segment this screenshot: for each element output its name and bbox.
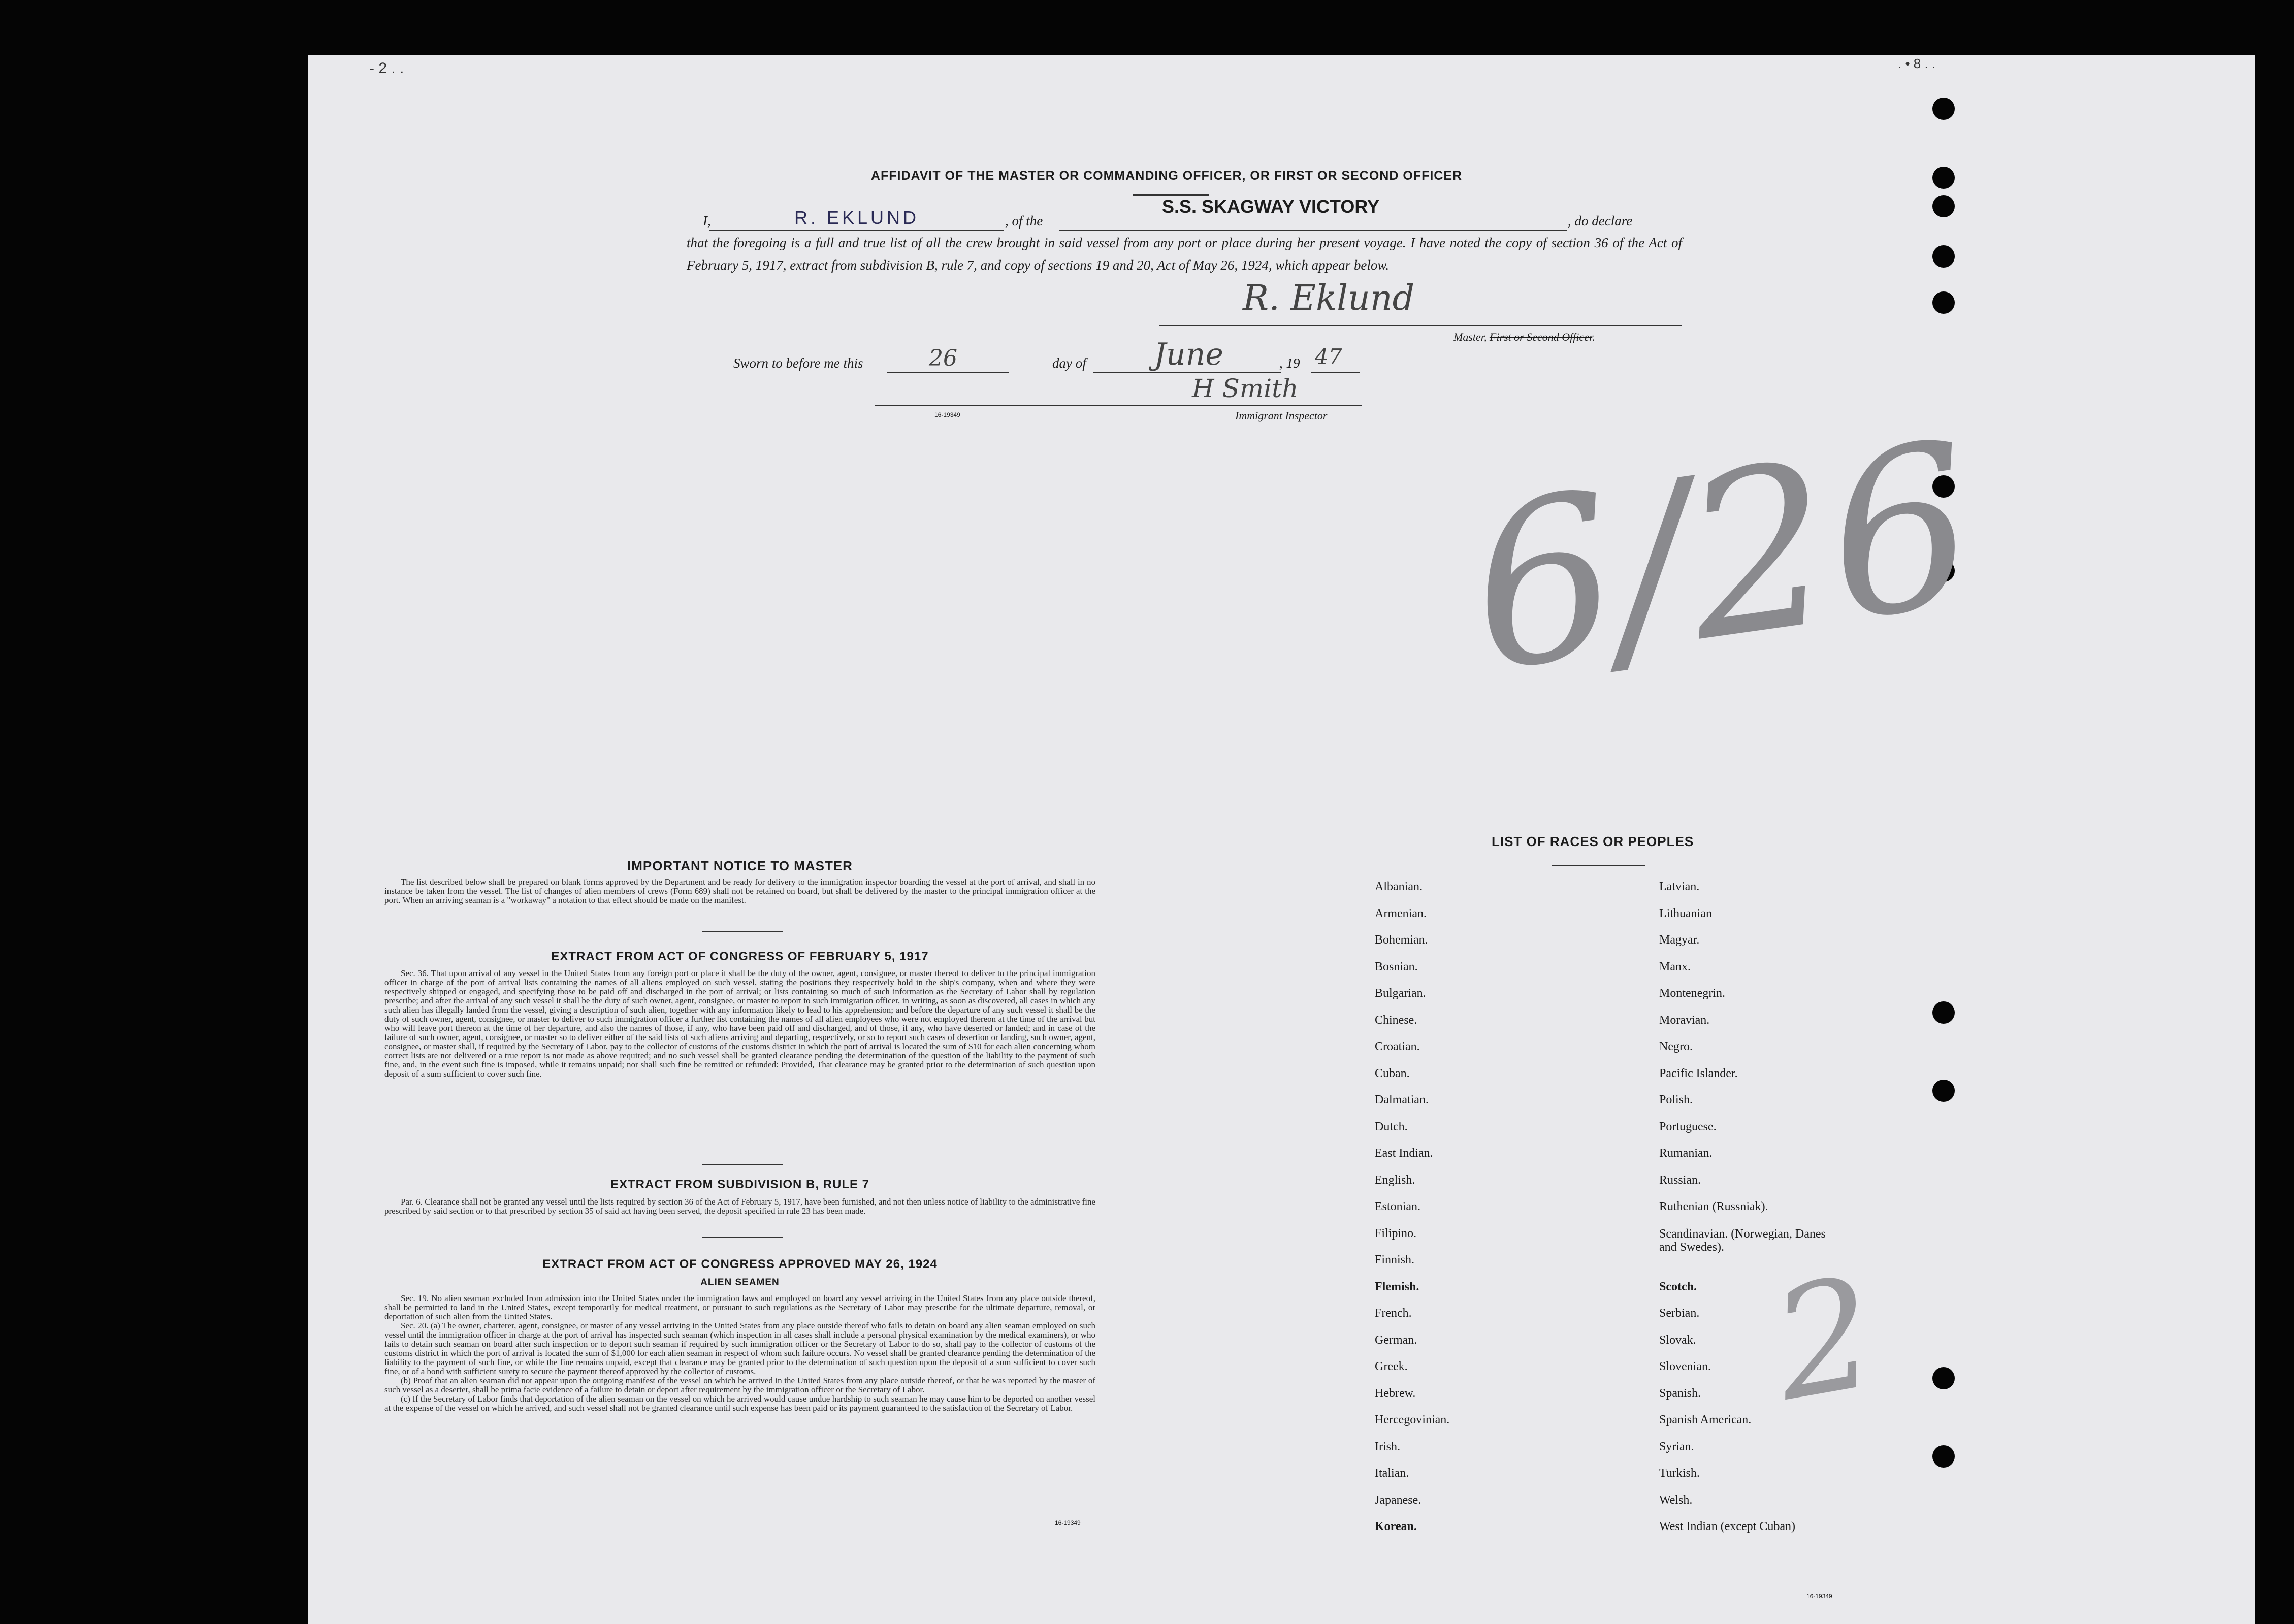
form-number: 16-19349 (1806, 1593, 1832, 1600)
do-declare: , do declare (1568, 213, 1633, 229)
declarant-line (709, 230, 1004, 231)
race-item: Cuban. (1375, 1066, 1410, 1080)
vessel-name: S.S. SKAGWAY VICTORY (1161, 196, 1380, 217)
races-title: LIST OF RACES OR PEOPLES (1492, 834, 1694, 849)
extract-1924-body (384, 1294, 1095, 1413)
race-item: French. (1375, 1307, 1412, 1320)
race-item: Russian. (1659, 1173, 1701, 1187)
notice-paragraph: The list described below shall be prepared on blank forms approved by the Department and be ready for delivery to the immigration inspector boarding the vessel at the port of arrival, and shall in no instance be taken from the vessel. The list of changes of alien members of crews (Form 689) shall not be retained on board, but shall be delivered by the master to the principal immigration officer at the port. When an arriving seaman is a "workaway" a notation to that effect should be made on the manifest. (384, 877, 1095, 905)
sworn-label: Sworn to before me this (733, 355, 863, 371)
extract-1924-paragraph: Sec. 19. No alien seaman excluded from admission into the United States under the immigration laws and employed on board any vessel arriving in the United States from any place outside thereof, shall be permitted to land in the United States, except temporarily for medical treatment, or pursuant to such regulations as the Secretary of Labor may prescribe for the ultimate departure, removal, or deportation of such alien from the United States. (384, 1293, 1095, 1321)
punch-hole (1932, 1001, 1955, 1024)
sworn-month: June (1154, 337, 1223, 372)
margin-mark-right: . • 8 . . (1898, 56, 1936, 71)
year-prefix: , 19 (1279, 355, 1300, 371)
extract-1924-subtitle: ALIEN SEAMEN (700, 1277, 780, 1288)
punch-hole (1932, 291, 1955, 314)
extract-rule7-paragraph: Par. 6. Clearance shall not be granted any vessel until the lists required by section 36 of the Act of February 5, 1917, have been furnished, and not then unless notice of liability to the administrative fine prescribed by said section or to that prescribed by section 35 of said act having been served, the deposit specified in rule 23 has been made. (384, 1197, 1095, 1216)
divider (702, 1237, 783, 1238)
race-item: Montenegrin. (1659, 987, 1725, 1000)
extract-rule7-title: EXTRACT FROM SUBDIVISION B, RULE 7 (610, 1178, 870, 1191)
notice-title: IMPORTANT NOTICE TO MASTER (627, 858, 853, 873)
year-suffix: 47 (1315, 344, 1342, 369)
race-item: Polish. (1659, 1093, 1693, 1107)
race-item: Bulgarian. (1375, 987, 1426, 1000)
race-item: Slovenian. (1659, 1360, 1711, 1373)
inspector-signature: H Smith (1192, 374, 1299, 403)
race-item: Pacific Islander. (1659, 1066, 1738, 1080)
handwritten-page-note: 2 (1761, 1244, 1888, 1435)
inspector-caption: Immigrant Inspector (1235, 409, 1328, 422)
races-column-1 (1375, 873, 1449, 1540)
declarant-name: R. EKLUND (794, 207, 920, 228)
race-item: Syrian. (1659, 1440, 1694, 1453)
race-item: Dalmatian. (1375, 1093, 1429, 1107)
signature-caption-prefix: Master, (1453, 331, 1487, 343)
race-item: Hebrew. (1375, 1386, 1416, 1400)
extract-1924-paragraph: Sec. 20. (a) The owner, charterer, agent, consignee, or master of any vessel arriving in the United States from any place outside thereof who fails to detain on board any alien seaman employed on such vessel until the immigration officer in charge at the port of arrival has inspected such seaman (which inspection in all cases shall include a personal physical examination by the medical examiners), or who fails to detain such seaman on board after such inspection or to deport such seaman if required by such immigration officer or the Secretary of Labor to do so, shall pay to the collector of customs of the customs district in which the port of arrival is located the sum of $1,000 for each alien seaman in respect of whom such failure occurs. No vessel shall be granted clearance pending the determination of the liability to the payment of such fine, or while the fine remains unpaid, except that clearance may be granted prior to the determination of such question upon the deposit of a sum sufficient to cover such fine, or of a bond with sufficient surety to secure the payment thereof approved by the collector of customs. (384, 1321, 1095, 1376)
divider (1552, 865, 1645, 866)
year-line (1311, 372, 1360, 373)
extract-rule7-body (384, 1197, 1095, 1216)
signature-line (1159, 325, 1682, 326)
extract-1924-title: EXTRACT FROM ACT OF CONGRESS APPROVED MAY 26, 1924 (542, 1257, 938, 1271)
punch-hole (1932, 195, 1955, 217)
master-signature: R. Eklund (1243, 278, 1415, 318)
race-item: Latvian. (1659, 880, 1700, 893)
race-item: Bohemian. (1375, 933, 1428, 947)
sworn-day: 26 (929, 345, 957, 371)
race-item: Turkish. (1659, 1467, 1700, 1480)
race-item: Irish. (1375, 1440, 1400, 1453)
margin-mark-left: - 2 . . (369, 60, 404, 77)
sworn-day-line (887, 372, 1009, 373)
race-item: Finnish. (1375, 1253, 1415, 1266)
race-item: Negro. (1659, 1040, 1693, 1053)
race-item: Dutch. (1375, 1120, 1408, 1133)
form-number: 16-19349 (1055, 1519, 1081, 1526)
divider (1133, 194, 1209, 196)
form-number: 16-19349 (934, 411, 960, 418)
day-of-label: day of (1052, 355, 1086, 371)
race-item: Scotch. (1659, 1280, 1697, 1293)
race-item: Bosnian. (1375, 960, 1418, 973)
of-the: , of the (1005, 213, 1043, 229)
race-item: Scandinavian. (Norwegian, Danes and Swedes). (1659, 1227, 1826, 1254)
race-item: Flemish. (1375, 1280, 1419, 1293)
race-item: Greek. (1375, 1360, 1408, 1373)
race-item: Serbian. (1659, 1307, 1700, 1320)
punch-hole (1932, 167, 1955, 189)
signature-caption-suffix: . (1592, 331, 1595, 343)
extract-1924-paragraph: (c) If the Secretary of Labor finds that deportation of the alien seaman on the vessel on which he arrived would cause undue hardship to such seaman he may cause him to be deported on another vessel at the expense of the vessel on which he arrived, and such vessel shall not be granted clearance until such expense has been paid or its payment guaranteed to the satisfaction of the Secretary of Labor. (384, 1394, 1095, 1413)
race-item: English. (1375, 1173, 1415, 1187)
race-item: Lithuanian (1659, 906, 1712, 920)
race-item: Armenian. (1375, 906, 1427, 920)
race-item: Manx. (1659, 960, 1691, 973)
notice-body (384, 878, 1095, 905)
document-page (308, 55, 2255, 1624)
handwritten-date-note: 6/26 (1456, 394, 1989, 722)
race-item: East Indian. (1375, 1147, 1433, 1160)
race-item: Albanian. (1375, 880, 1423, 893)
race-item: German. (1375, 1333, 1417, 1347)
race-item: Magyar. (1659, 933, 1700, 947)
races-column-2 (1659, 873, 1842, 1540)
affidavit-title: AFFIDAVIT OF THE MASTER OR COMMANDING OFFICER, OR FIRST OR SECOND OFFICER (870, 169, 1463, 183)
race-item: Filipino. (1375, 1226, 1417, 1240)
vessel-line (1059, 230, 1567, 231)
race-item: Moravian. (1659, 1013, 1710, 1027)
extract-1924-paragraph: (b) Proof that an alien seaman did not appear upon the outgoing manifest of the vessel on which he arrived in the United States from any place outside thereof, or that he was reported by the master of such vessel as a deserter, shall be prima facie evidence of a failure to detain or deport after requirement by the immigration officer or the Secretary of Labor. (384, 1376, 1095, 1394)
signature-caption (1453, 331, 1595, 344)
race-item: Ruthenian (Russniak). (1659, 1200, 1768, 1213)
race-item: Slovak. (1659, 1333, 1696, 1347)
punch-hole (1932, 1367, 1955, 1389)
affidavit-statement: that the foregoing is a full and true list of all the crew brought in said vessel from any port or place during her present voyage. I have noted the copy of section 36 of the Act of February 5, 1917, extract from subdivision B, rule 7, and copy of sections 19 and 20, Act of May 26, 1924, which appear below. (687, 235, 1682, 273)
punch-hole (1932, 98, 1955, 120)
punch-hole (1932, 245, 1955, 268)
race-item: Welsh. (1659, 1493, 1693, 1507)
affidavit-i: I, (703, 213, 711, 229)
race-item: Croatian. (1375, 1040, 1420, 1053)
race-item: West Indian (except Cuban) (1659, 1520, 1795, 1533)
race-item: Italian. (1375, 1467, 1409, 1480)
race-item: Korean. (1375, 1520, 1417, 1533)
signature-caption-struck: First or Second Officer (1489, 331, 1593, 343)
race-item: Hercegovinian. (1375, 1413, 1450, 1426)
extract-1917-body (384, 969, 1095, 1079)
race-item: Japanese. (1375, 1493, 1421, 1507)
race-item: Spanish American. (1659, 1413, 1752, 1426)
extract-1917-title: EXTRACT FROM ACT OF CONGRESS OF FEBRUARY 5, 1917 (551, 950, 929, 963)
race-item: Chinese. (1375, 1013, 1417, 1027)
punch-hole (1932, 1445, 1955, 1468)
race-item: Rumanian. (1659, 1147, 1713, 1160)
race-item: Portuguese. (1659, 1120, 1717, 1133)
divider (702, 1164, 783, 1165)
punch-hole (1932, 1080, 1955, 1102)
race-item: Estonian. (1375, 1200, 1420, 1213)
divider (702, 931, 783, 932)
inspector-line (875, 405, 1362, 406)
extract-1917-paragraph: Sec. 36. That upon arrival of any vessel in the United States from any foreign port or place it shall be the duty of the owner, agent, consignee, or master thereof to deliver to the principal immigration officer in charge of the port of arrival lists containing the names of all aliens employed on such vessel, stating the positions they respectively hold in the ship's company, when and where they were respectively shipped or engaged, and specifying those to be paid off and discharged in the port of arrival; or lists containing so much of such information as the Secretary of Labor shall by regulation prescribe; and after the arrival of any such vessel it shall be the duty of such owner, agent, consignee, or master to report to such immigration officer, in writing, as soon as discovered, all cases in which any such alien has illegally landed from the vessel, giving a description of such alien, together with any information likely to lead to his apprehension; and before the departure of any such vessel it shall be the duty of such owner, agent, consignee, or master to deliver to such immigration officer a further list containing the names of all alien employees who were not employed thereon at the time of the arrival but who will leave port thereon at the time of her departure, and also the names of those, if any, who have been paid off and discharged, and of those, if any, who have deserted or landed; and in case of the failure of such owner, agent, consignee, or master so to deliver either of the said lists of such aliens arriving and departing, respectively, or so to report such cases of desertion or landing, such owner, agent, consignee, or master shall, if required by the Secretary of Labor, pay to the collector of customs of the customs district in which the port of arrival is located the sum of $10 for each alien concerning whom correct lists are not delivered or a true report is not made as above required; and no such vessel shall be granted clearance pending the determination of the question of the liability to the payment of such fine, and, in the event such fine is imposed, while it remains unpaid; nor shall such fine be remitted or refunded: Provided, That clearance may be granted prior to the determination of such question upon deposit of a sum sufficient to cover such fine. (384, 968, 1095, 1079)
race-item: Spanish. (1659, 1386, 1701, 1400)
